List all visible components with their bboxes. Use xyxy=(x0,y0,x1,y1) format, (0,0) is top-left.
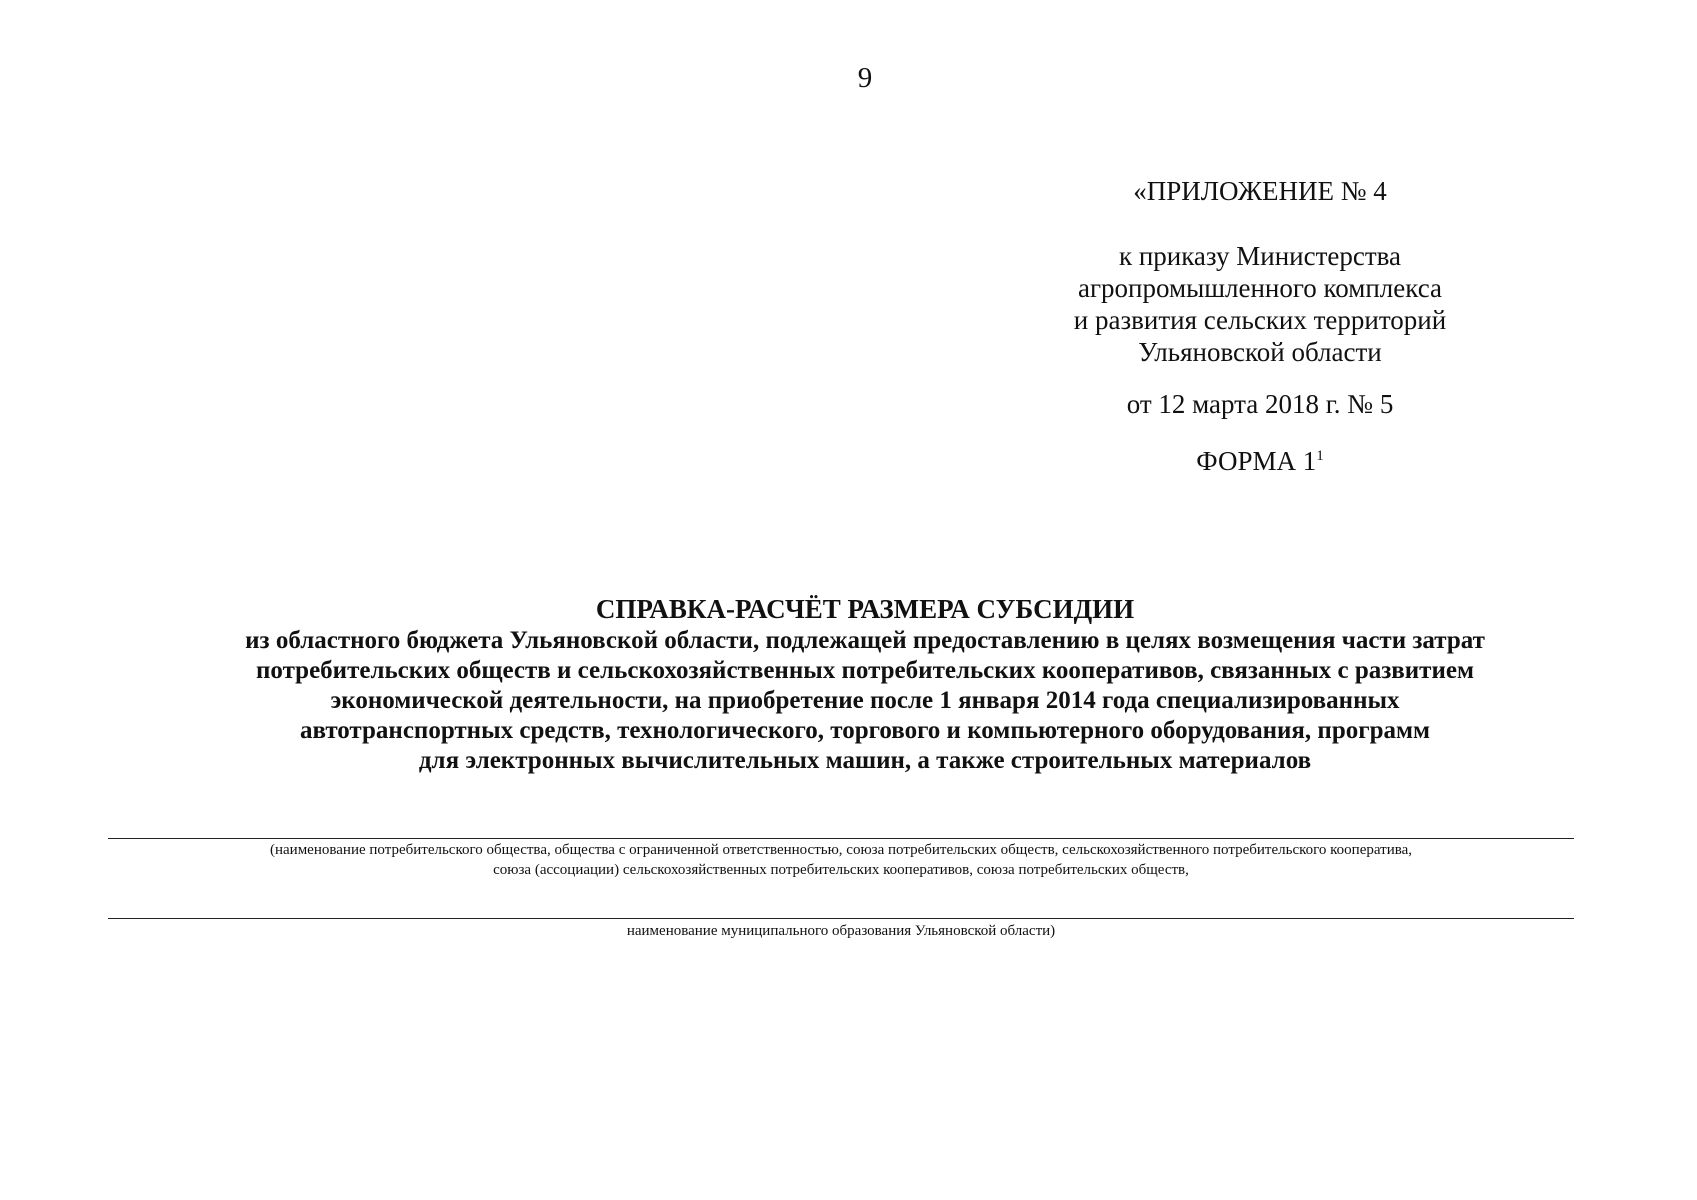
caption-line: союза (ассоциации) сельскохозяйственных потребительских кооперативов, союза потребительских обществ, xyxy=(493,862,1189,878)
fill-in-caption-organization xyxy=(108,840,1574,880)
appendix-reference xyxy=(1040,240,1480,368)
appendix-reference-line: агропромышленного комплекса xyxy=(1078,273,1442,303)
form-label-text: ФОРМА 1 xyxy=(1196,446,1317,476)
document-title-line: автотранспортных средств, технологического, торгового и компьютерного оборудования, программ xyxy=(299,717,1431,744)
appendix-reference-line: Ульяновской области xyxy=(1138,337,1382,367)
document-title xyxy=(100,592,1630,776)
caption-line: наименование муниципального образования Ульяновской области) xyxy=(626,923,1056,939)
footnote-mark: 1 xyxy=(1316,448,1324,464)
document-title-line: потребительских обществ и сельскохозяйственных потребительских кооперативов, связанных с развитием xyxy=(256,657,1474,684)
form-label xyxy=(1040,446,1480,477)
document-title-line: экономической деятельности, на приобретение после 1 января 2014 года специализированных xyxy=(330,687,1400,714)
document-title-line: из областного бюджета Ульяновской области, подлежащей предоставлению в целях возмещения части затрат xyxy=(245,627,1485,654)
fill-in-caption-municipality xyxy=(108,921,1574,941)
caption-line: (наименование потребительского общества, общества с ограниченной ответственностью, союза потребительских обществ, сельскохозяйственного потребительского кооператива, xyxy=(269,842,1413,858)
document-title-main: СПРАВКА-РАСЧЁТ РАЗМЕРА СУБСИДИИ xyxy=(595,594,1135,624)
appendix-reference-line: к приказу Министерства xyxy=(1118,241,1402,271)
appendix-date: от 12 марта 2018 г. № 5 xyxy=(1126,389,1394,419)
appendix-reference-line: и развития сельских территорий xyxy=(1073,305,1447,335)
appendix-title: «ПРИЛОЖЕНИЕ № 4 xyxy=(1133,176,1387,206)
page-number: 9 xyxy=(857,62,873,94)
fill-in-line-municipality xyxy=(108,918,1574,919)
document-title-line: для электронных вычислительных машин, а также строительных материалов xyxy=(418,747,1312,774)
fill-in-line-organization xyxy=(108,838,1574,839)
